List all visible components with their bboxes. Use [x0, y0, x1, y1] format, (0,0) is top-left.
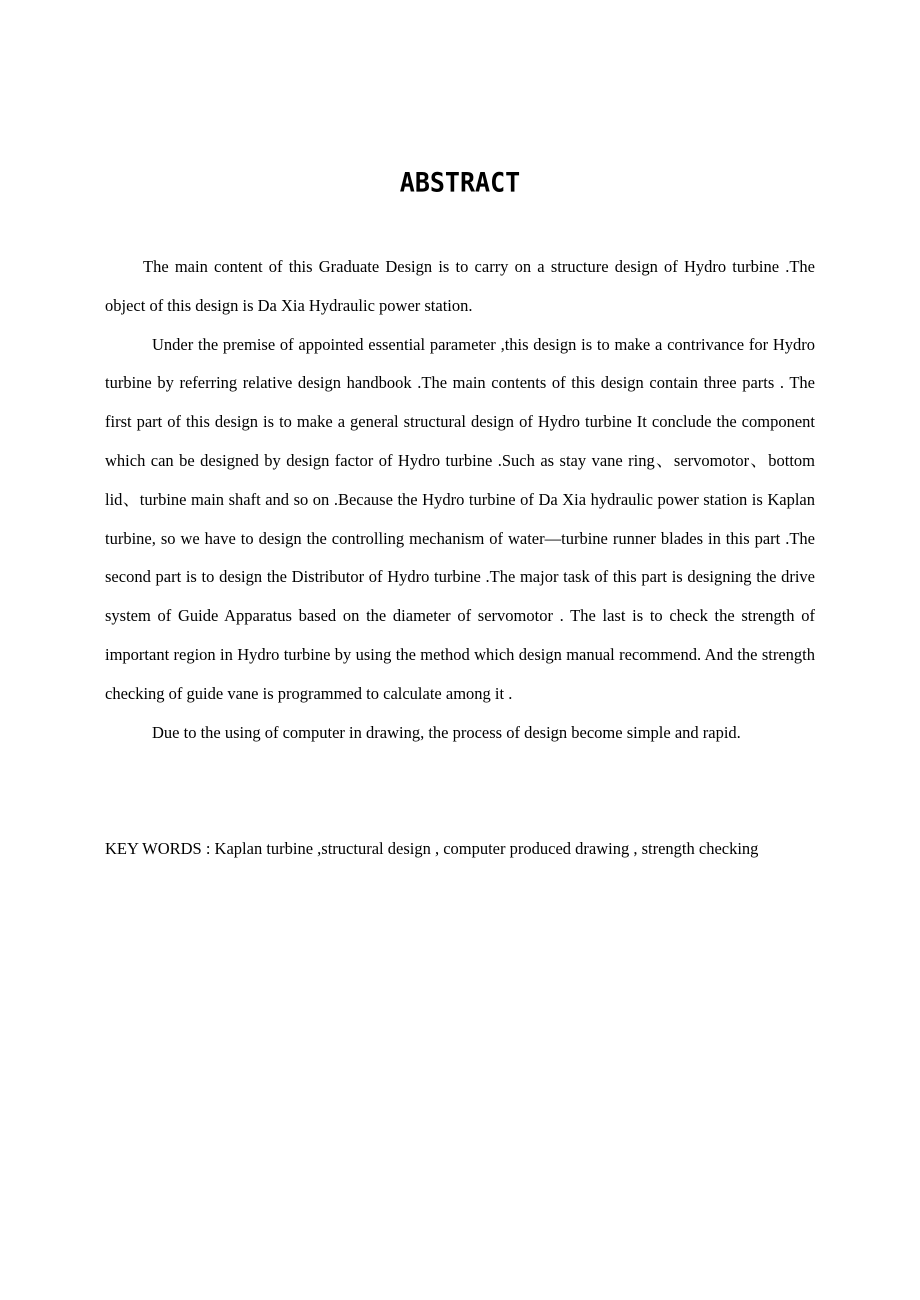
abstract-paragraph-3: Due to the using of computer in drawing, the process of design become simple and rapid. — [152, 722, 741, 742]
abstract-paragraph-1: The main content of this Graduate Design is to carry on a structure design of Hydro turbine .The object of this design is Da Xia Hydraulic power station. — [105, 257, 815, 315]
keywords-line: KEY WORDS : Kaplan turbine ,structural design , computer produced drawing , strength checking — [105, 839, 759, 858]
abstract-body — [105, 248, 815, 752]
abstract-paragraph-2: Under the premise of appointed essential parameter ,this design is to make a contrivance for Hydro turbine by referring relative design handbook .The main contents of this design contain three parts . The first part of this design is to make a general structural design of Hydro turbine It conclude the component which can be designed by design factor of Hydro turbine .Such as stay vane ring、servomotor、bottom lid、turbine main shaft and so on .Because the Hydro turbine of Da Xia hydraulic power station is Kaplan turbine, so we have to design the controlling mechanism of water—turbine runner blades in this part .The second part is to design the Distributor of Hydro turbine .The major task of this part is designing the drive system of Guide Apparatus based on the diameter of servomotor . The last is to check the strength of important region in Hydro turbine by using the method which design manual recommend. And the strength checking of guide vane is programmed to calculate among it . — [105, 334, 815, 703]
page-title: ABSTRACT — [399, 167, 521, 198]
